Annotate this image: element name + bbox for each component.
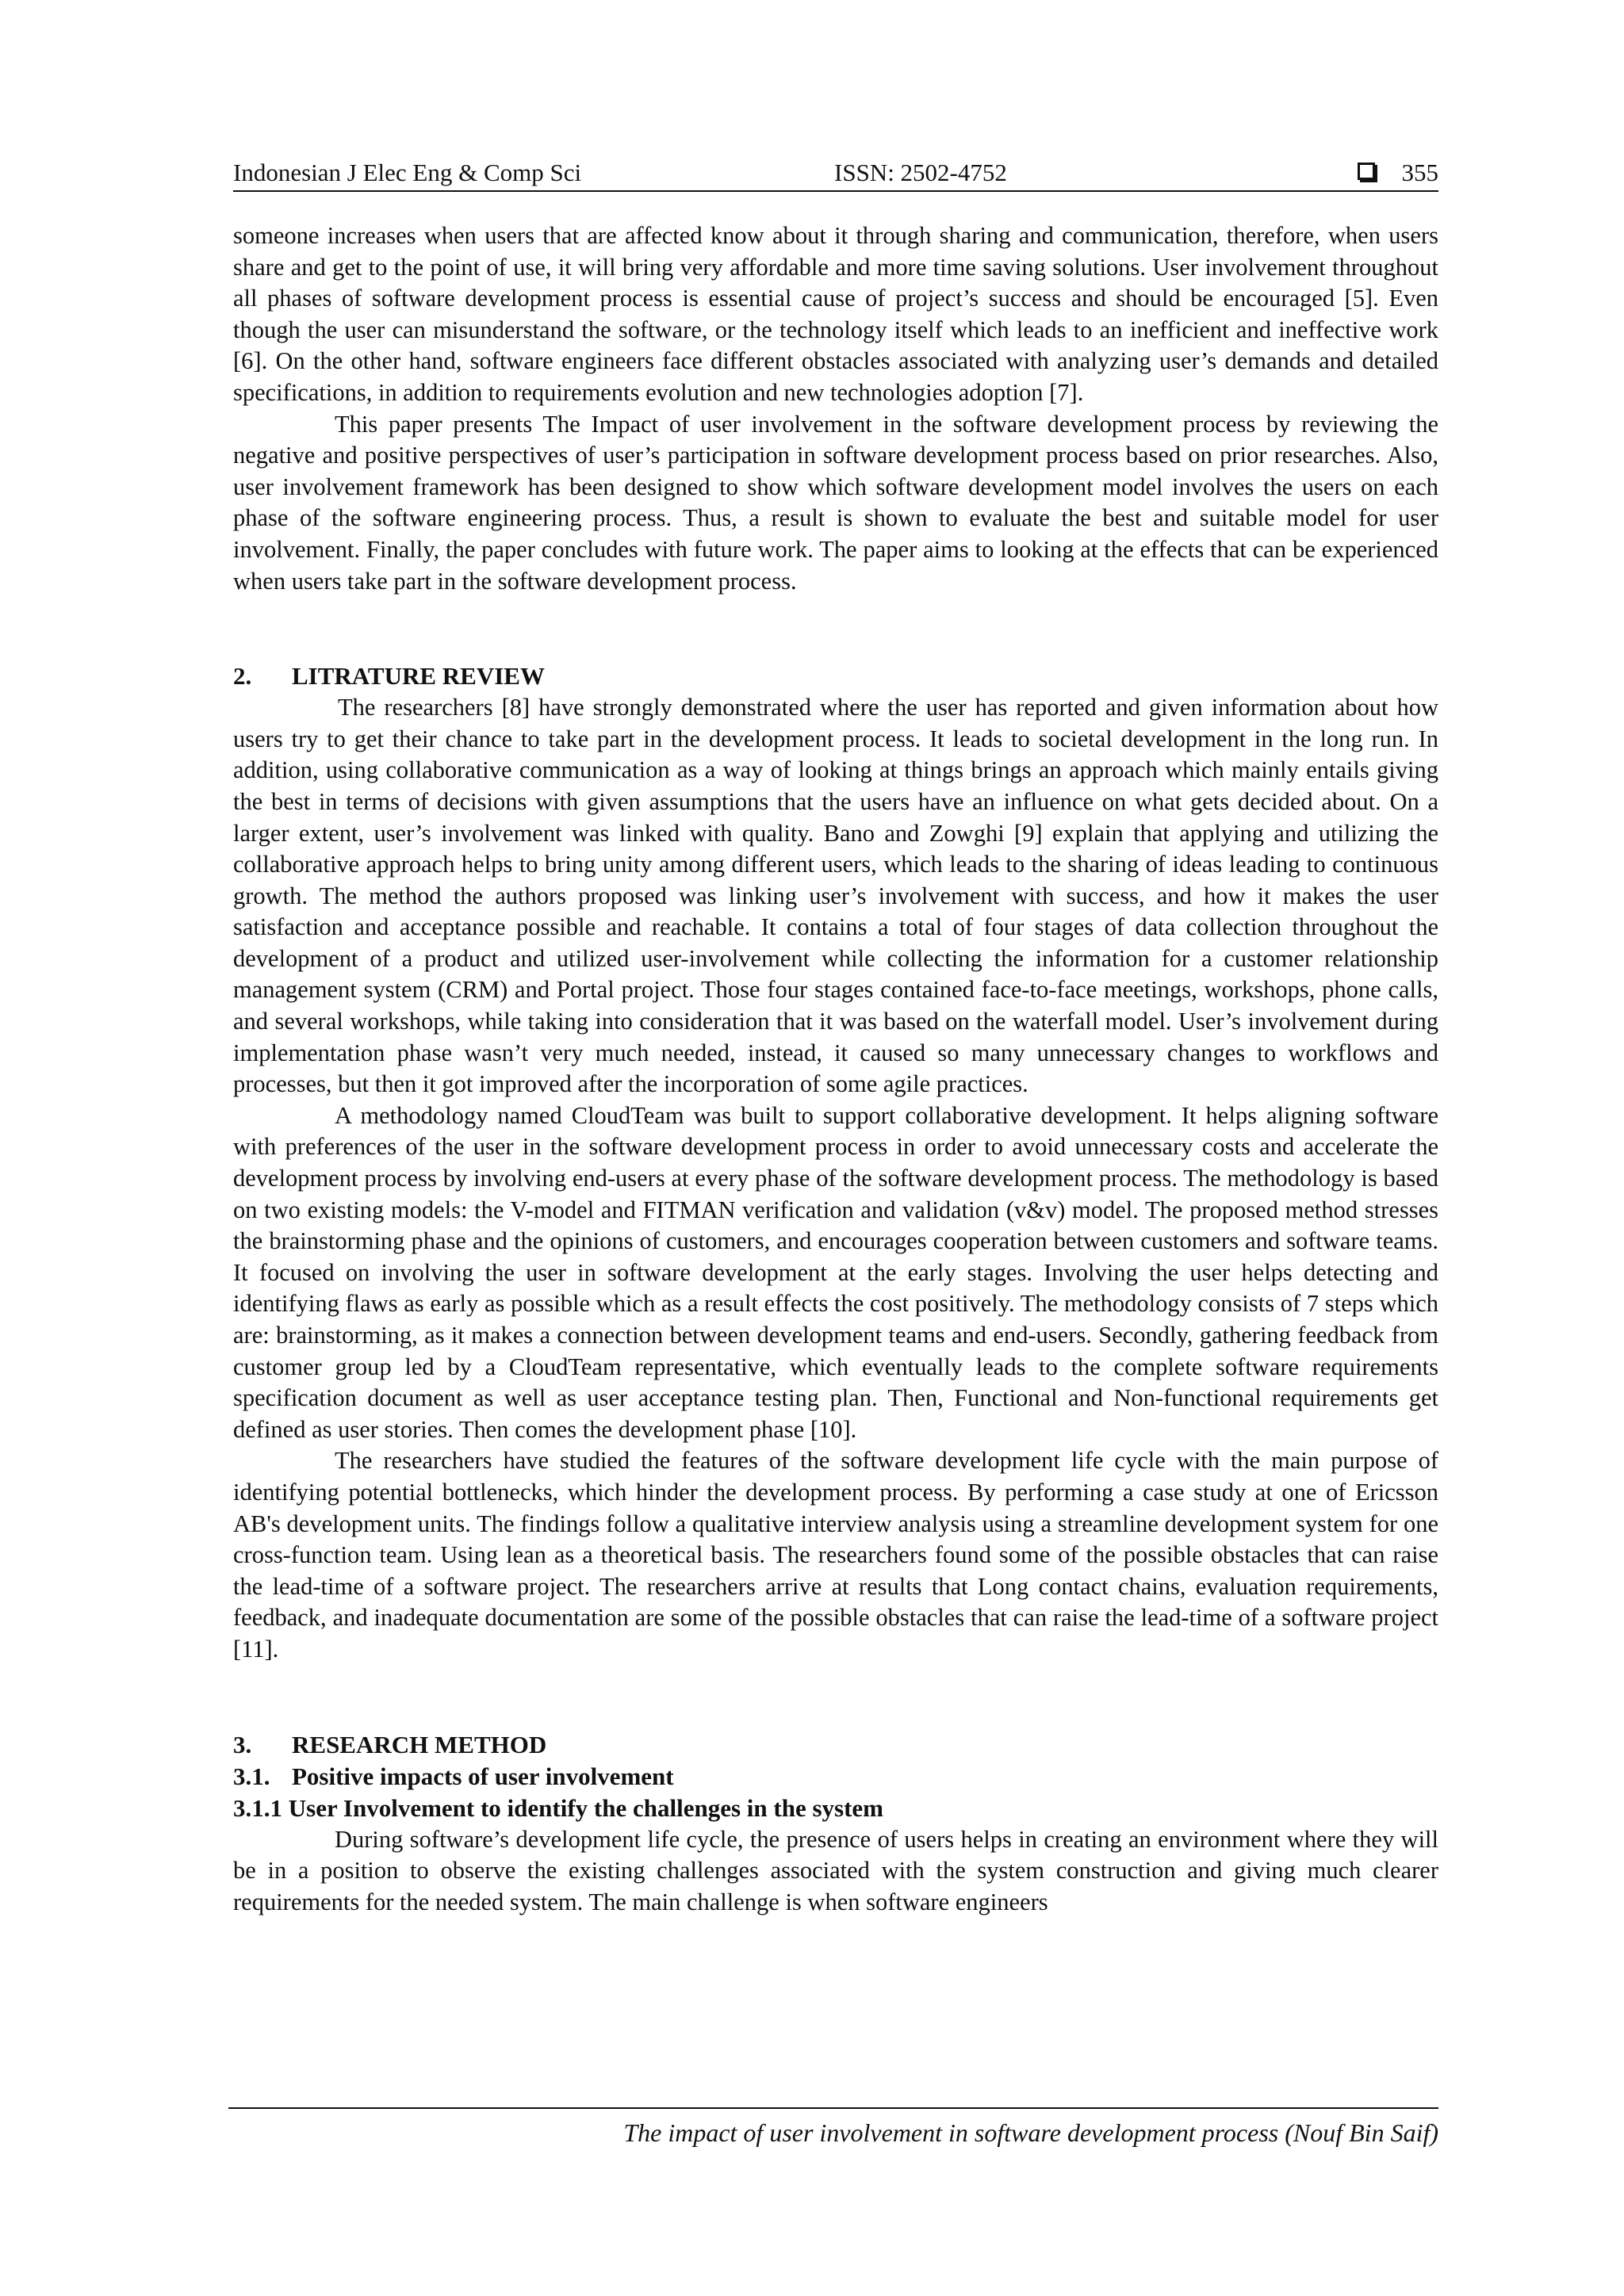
paragraph-4: A methodology named CloudTeam was built to support collaborative development. It helps aligning software with preferences of the user in the software development process in order to avoid unnecessary costs and accelerate the development process by involving end-users at every phase of the software development process. The methodology is based on two existing models: the V-model and FITMAN verification and validation (v&v) model. The proposed method stresses the brainstorming phase and the opinions of customers, and encourages cooperation between customers and software teams. It focused on involving the user in software development at the early stages. Involving the user helps detecting and identifying flaws as early as possible which as a result effects the cost positively. The methodology consists of 7 steps which are: brainstorming, as it makes a connection between development teams and end-users. Secondly, gathering feedback from customer group led by a CloudTeam representative, which eventually leads to the complete software requirements specification document as well as user acceptance testing plan. Then, Functional and Non-functional requirements get defined as user stories. Then comes the development phase [10]. xyxy=(233,1101,1438,1443)
section-heading-3 xyxy=(233,1729,1438,1761)
running-footer: The impact of user involvement in software development process (Nouf Bin Saif) xyxy=(623,2118,1438,2147)
section-heading-2 xyxy=(233,660,1438,692)
subsection-number: 3.1. xyxy=(233,1762,270,1790)
section-title: LITRATURE REVIEW xyxy=(292,662,545,691)
section-number: 3. xyxy=(233,1730,252,1758)
paragraph-2: This paper presents The Impact of user involvement in the software development process by reviewing the negative and positive perspectives of user’s participation in software development process based on prior researches. Also, user involvement framework has been designed to show which software development model involves the users on each phase of the software engineering process. Thus, a result is shown to evaluate the best and suitable model for user involvement. Finally, the paper concludes with future work. The paper aims to looking at the effects that can be experienced when users take part in the software development process. xyxy=(233,410,1438,595)
footer-rule xyxy=(228,2107,1438,2109)
issn: ISSN: 2502-4752 xyxy=(834,159,1007,186)
square-box-icon xyxy=(1358,163,1375,180)
header-rule xyxy=(233,190,1438,192)
section-number: 2. xyxy=(233,662,252,691)
page-number: 355 xyxy=(1401,159,1438,186)
section-title: RESEARCH METHOD xyxy=(292,1730,547,1758)
body-text xyxy=(233,220,1438,1918)
subsection-heading-3-1 xyxy=(233,1761,1438,1793)
section-gap xyxy=(233,597,1438,660)
journal-name: Indonesian J Elec Eng & Comp Sci xyxy=(233,159,582,186)
running-header xyxy=(233,155,1438,190)
section-gap xyxy=(233,1666,1438,1729)
paragraph-5: The researchers have studied the features of the software development life cycle with the main purpose of identifying potential bottlenecks, which hinder the development process. By performing a case study at one of Ericsson AB's development units. The findings follow a qualitative interview analysis using a streamline development system for one cross-function team. Using lean as a theoretical basis. The researchers found some of the possible obstacles that can raise the lead-time of a software project. The researchers arrive at results that Long contact chains, evaluation requirements, feedback, and inadequate documentation are some of the possible obstacles that can raise the lead-time of a software project [11]. xyxy=(233,1447,1438,1663)
paragraph-3: The researchers [8] have strongly demonstrated where the user has reported and given information about how users try to get their chance to take part in the development process. It leads to societal development in the long run. In addition, using collaborative communication as a way of looking at things brings an approach which mainly entails giving the best in terms of decisions with given assumptions that the users have an influence on what gets decided about. On a larger extent, user’s involvement was linked with quality. Bano and Zowghi [9] explain that applying and utilizing the collaborative approach helps to bring unity among different users, which leads to the sharing of ideas leading to continuous growth. The method the authors proposed was linking user’s involvement with success, and how it makes the user satisfaction and acceptance possible and reachable. It contains a total of four stages of data collection throughout the development of a product and utilized user-involvement while collecting the information for a customer relationship management system (CRM) and Portal project. Those four stages contained face-to-face meetings, workshops, phone calls, and several workshops, while taking into consideration that it was based on the waterfall model. User’s involvement during implementation phase wasn’t very much needed, instead, it caused so many unnecessary changes to workflows and processes, but then it got improved after the incorporation of some agile practices. xyxy=(233,694,1438,1098)
paragraph-6: During software’s development life cycle, the presence of users helps in creating an environment where they will be in a position to observe the existing challenges associated with the system construction and giving much clearer requirements for the needed system. The main challenge is when software engineers xyxy=(233,1825,1438,1915)
subsection-title: Positive impacts of user involvement xyxy=(292,1762,674,1790)
paragraph-1: someone increases when users that are affected know about it through sharing and communication, therefore, when users share and get to the point of use, it will bring very affordable and more time saving solutions. User involvement throughout all phases of software development process is essential cause of project’s success and should be encouraged [5]. Even though the user can misunderstand the software, or the technology itself which leads to an inefficient and ineffective work [6]. On the other hand, software engineers face different obstacles associated with analyzing user’s demands and detailed specifications, in addition to requirements evolution and new technologies adoption [7]. xyxy=(233,222,1438,406)
subsubsection-heading-3-1-1: 3.1.1 User Involvement to identify the challenges in the system xyxy=(233,1793,884,1822)
